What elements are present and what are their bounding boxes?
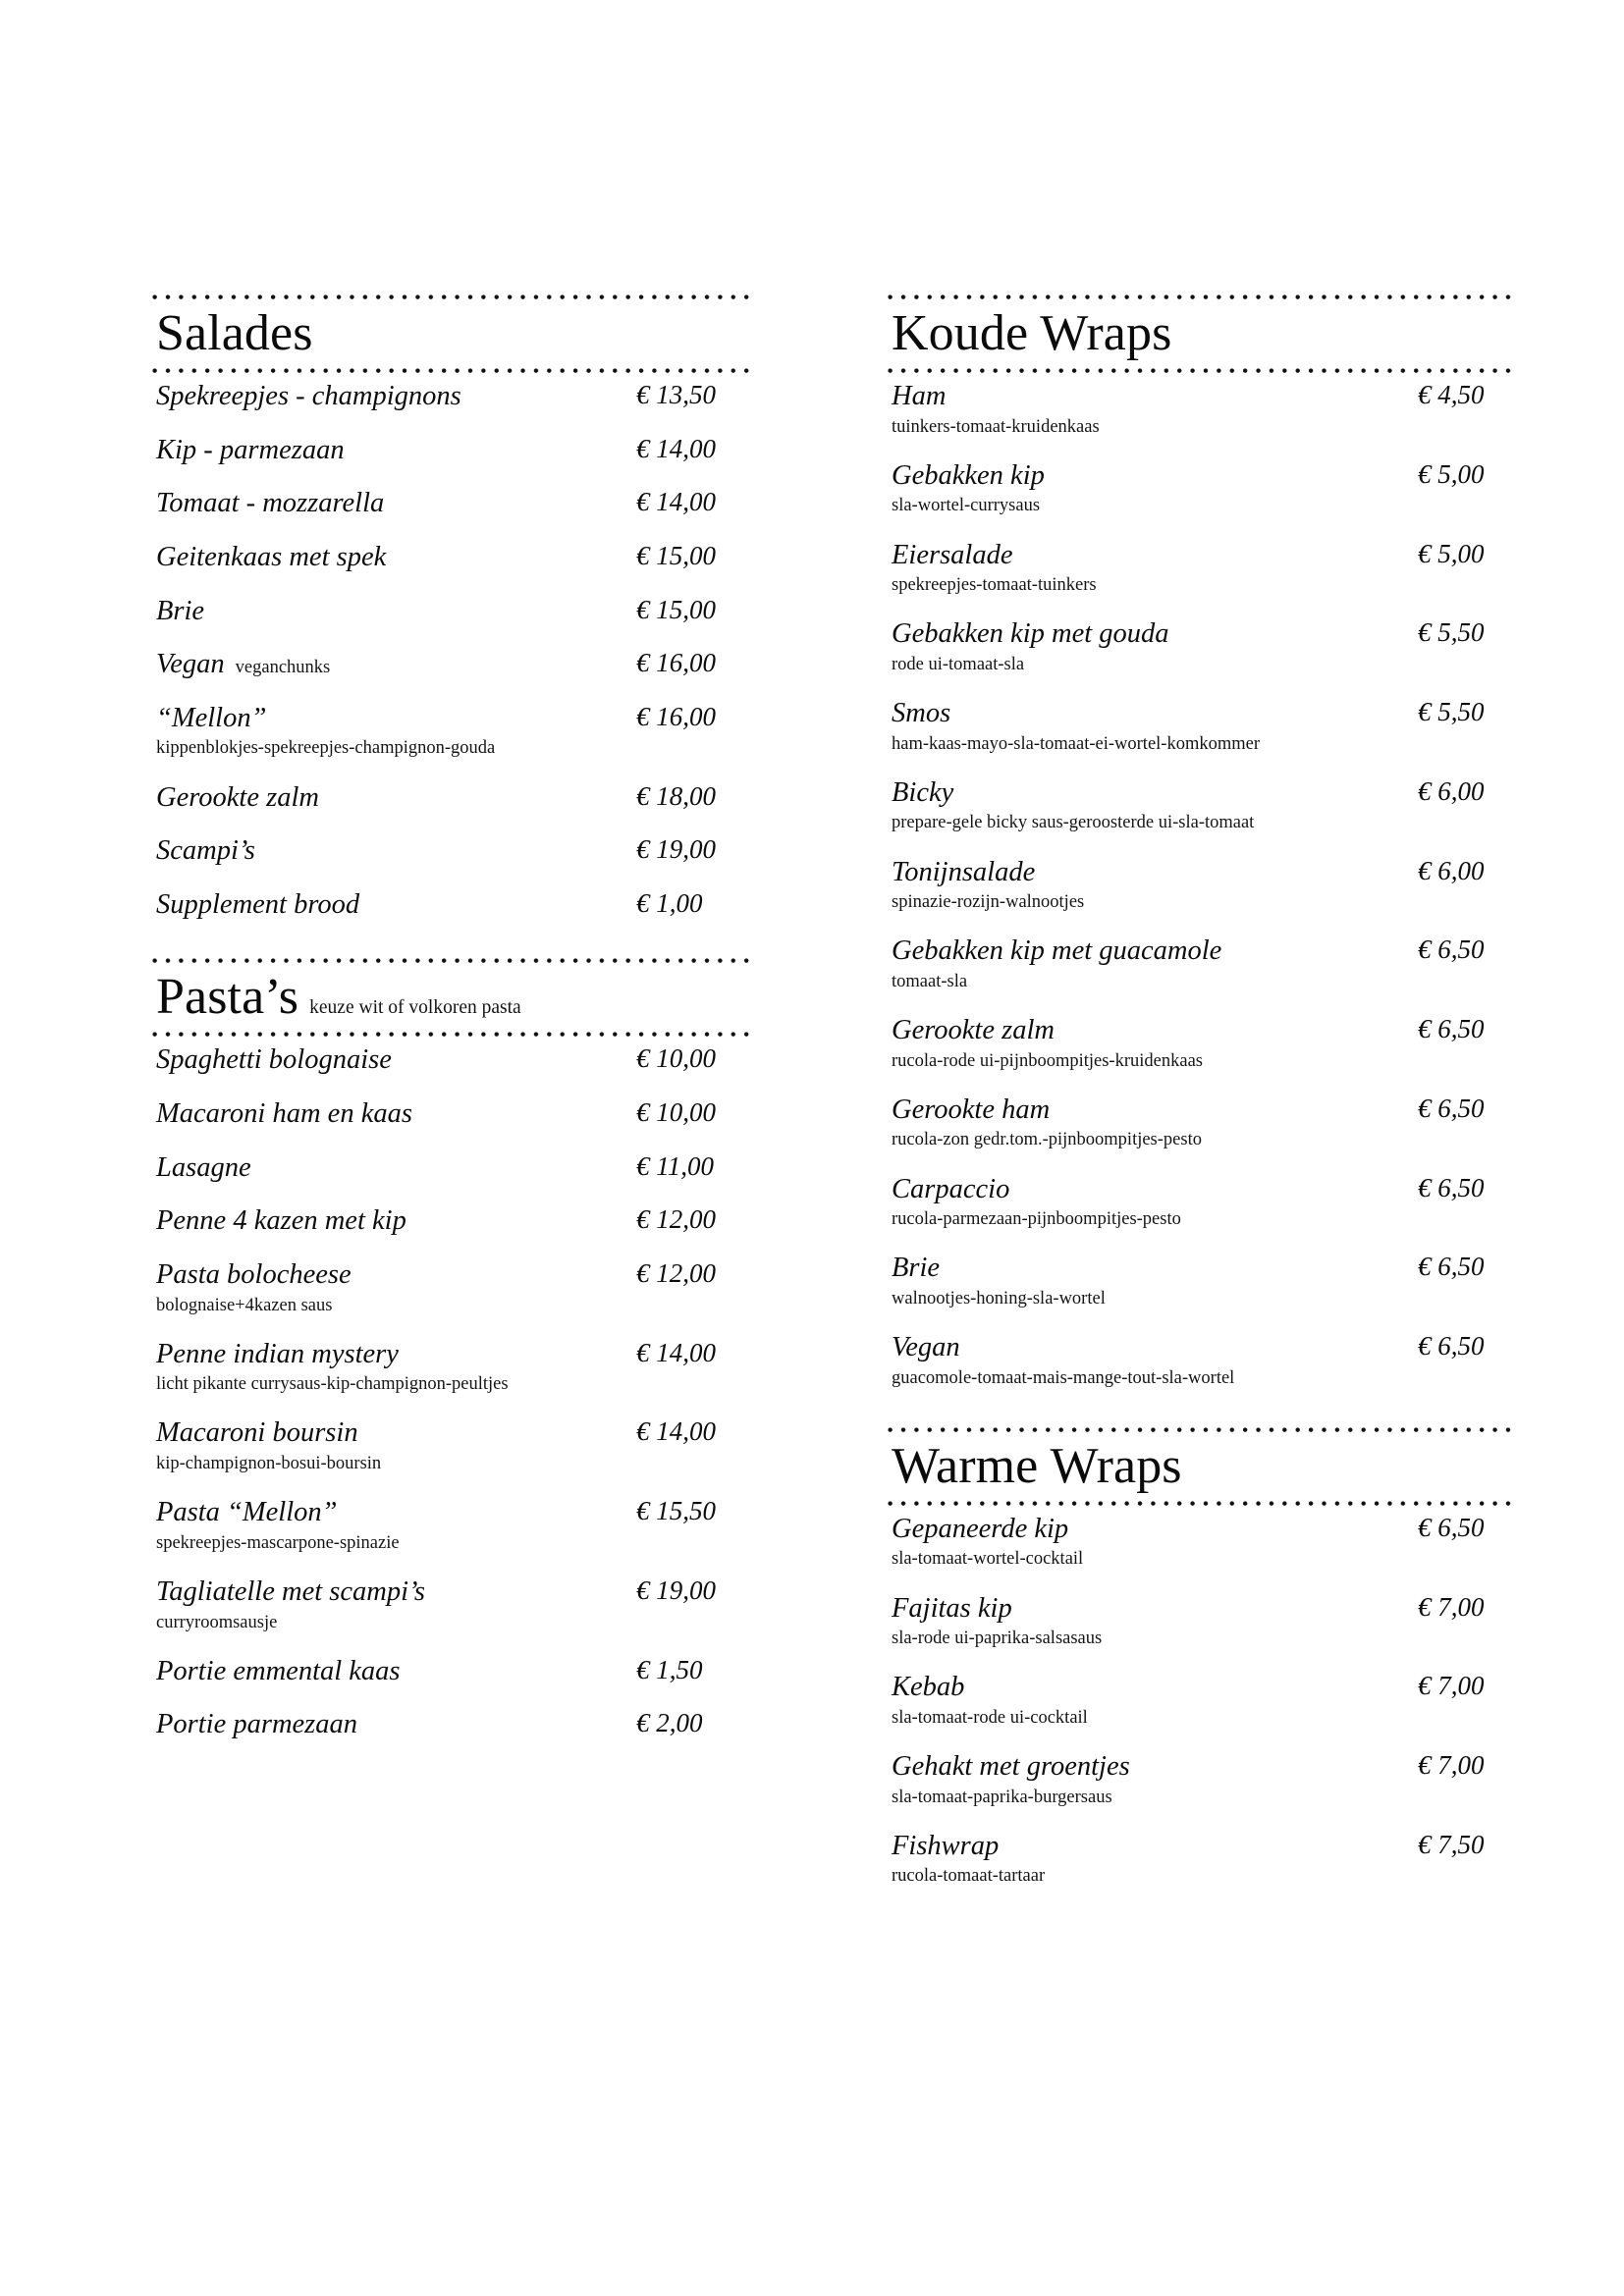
menu-item-main	[892, 1671, 1488, 1704]
menu-item	[152, 1655, 752, 1692]
menu-item	[152, 888, 752, 926]
menu-item	[152, 1496, 752, 1559]
menu-item-price: € 18,00	[636, 780, 716, 811]
menu-item	[152, 380, 752, 417]
menu-item-description: sla-wortel-currysaus	[892, 496, 1041, 516]
menu-item	[888, 1094, 1488, 1156]
menu-item-description: spekreepjes-mascarpone-spinazie	[156, 1532, 400, 1553]
menu-item-name: Kebab	[892, 1672, 965, 1703]
menu-item-price: € 6,50	[1418, 1331, 1485, 1361]
menu-item-price: € 16,00	[636, 648, 716, 678]
menu-item-price: € 16,00	[636, 701, 716, 731]
menu-item-description: sla-tomaat-paprika-burgersaus	[892, 1787, 1112, 1807]
section-title: Pasta’s	[156, 969, 299, 1026]
menu-item-main	[892, 1252, 1488, 1285]
menu-item-description: rucola-rode ui-pijnboompitjes-kruidenkaas	[892, 1050, 1203, 1071]
menu-item-description: spekreepjes-tomaat-tuinkers	[892, 575, 1097, 596]
menu-item-name: Macaroni boursin	[156, 1417, 358, 1449]
menu-item-name: Geitenkaas met spek	[156, 541, 387, 572]
menu-item-price: € 5,50	[1418, 617, 1485, 648]
menu-item	[888, 380, 1488, 443]
menu-item-name: Gebakken kip met gouda	[892, 618, 1169, 650]
menu-item-description: rucola-tomaat-tartaar	[892, 1866, 1046, 1887]
menu-item-description: kippenblokjes-spekreepjes-champignon-gouda	[156, 738, 496, 759]
menu-item	[888, 1750, 1488, 1813]
menu-item-description: bolognaise+4kazen saus	[156, 1295, 333, 1315]
menu-item-name: Penne indian mystery	[156, 1338, 399, 1369]
menu-item	[888, 856, 1488, 919]
menu-item-name: Tagliatelle met scampi’s	[156, 1575, 425, 1607]
menu-item-description: licht pikante currysaus-kip-champignon-peultjes	[156, 1374, 509, 1395]
menu-item-main	[892, 1830, 1488, 1863]
menu-item	[888, 1671, 1488, 1734]
section-heading	[152, 964, 752, 1032]
menu-item-name: Supplement brood	[156, 888, 360, 920]
menu-item-name: Gepaneerde kip	[892, 1513, 1069, 1544]
menu-item-name: Spekreepjes - champignons	[156, 381, 461, 411]
menu-item-main	[892, 856, 1488, 889]
menu-item-price: € 4,50	[1418, 380, 1485, 409]
menu-item-price: € 7,00	[1418, 1671, 1485, 1701]
section-heading	[888, 1433, 1488, 1501]
menu-item-list	[888, 1507, 1488, 1893]
menu-item-price: € 7,00	[1418, 1591, 1485, 1622]
menu-item-price: € 6,50	[1418, 1172, 1485, 1202]
menu-item-price: € 5,50	[1418, 697, 1485, 726]
menu-item-description: sla-rode ui-paprika-salsasaus	[892, 1629, 1103, 1649]
menu-item-price: € 19,00	[636, 834, 716, 865]
section-note: keuze wit of volkoren pasta	[309, 997, 521, 1019]
menu-item-description: tuinkers-tomaat-kruidenkaas	[892, 416, 1100, 437]
menu-item-description: rode ui-tomaat-sla	[892, 654, 1025, 674]
menu-item-price: € 12,00	[636, 1204, 716, 1235]
menu-item-price: € 10,00	[636, 1043, 716, 1074]
menu-item-price: € 15,50	[636, 1496, 716, 1526]
menu-item-inline-note: veganchunks	[235, 658, 331, 678]
menu-item	[888, 539, 1488, 602]
menu-item-description: sla-tomaat-wortel-cocktail	[892, 1549, 1084, 1570]
menu-item-price: € 2,00	[636, 1708, 703, 1738]
menu-item-name: Gerookte zalm	[892, 1015, 1055, 1045]
menu-section	[152, 958, 752, 1745]
menu-item-price: € 6,00	[1418, 775, 1485, 806]
menu-item-description: rucola-parmezaan-pijnboompitjes-pesto	[892, 1209, 1181, 1230]
menu-item-price: € 6,50	[1418, 1014, 1485, 1043]
menu-item-main	[892, 1513, 1488, 1546]
menu-item-price: € 14,00	[636, 487, 716, 517]
menu-item-name: Portie parmezaan	[156, 1709, 358, 1740]
menu-item	[152, 1151, 752, 1189]
menu-item	[152, 702, 752, 765]
menu-item-name: Gerookte zalm	[156, 781, 319, 813]
menu-item-name: Portie emmental kaas	[156, 1655, 401, 1686]
menu-item-name: Carpaccio	[892, 1173, 1010, 1204]
menu-item-name: Gebakken kip met guacamole	[892, 935, 1222, 967]
menu-item	[888, 1173, 1488, 1236]
menu-section	[888, 1427, 1488, 1893]
menu-item	[888, 1014, 1488, 1077]
menu-item-price: € 6,50	[1418, 934, 1485, 965]
menu-item-price: € 5,00	[1418, 538, 1485, 568]
menu-item-description: curryroomsausje	[156, 1612, 278, 1632]
section-heading	[152, 300, 752, 368]
menu-item-description: walnootjes-honing-sla-wortel	[892, 1288, 1106, 1308]
menu-item-name: Brie	[892, 1253, 941, 1284]
menu-item-price: € 14,00	[636, 1416, 716, 1447]
menu-item-price: € 14,00	[636, 433, 716, 463]
menu-item-main	[892, 1014, 1488, 1047]
menu-item-name: Fishwrap	[892, 1830, 1000, 1861]
menu-item-main	[892, 380, 1488, 413]
menu-columns	[152, 294, 1488, 1893]
menu-item-name: “Mellon”	[156, 702, 267, 733]
menu-item-name: Scampi’s	[156, 835, 255, 867]
menu-item	[152, 1097, 752, 1135]
menu-item-main	[892, 1592, 1488, 1626]
menu-item-name: Tonijnsalade	[892, 856, 1036, 887]
menu-item-description: sla-tomaat-rode ui-cocktail	[892, 1707, 1088, 1728]
menu-item-main	[892, 697, 1488, 730]
menu-item-price: € 15,00	[636, 540, 716, 570]
menu-item-price: € 14,00	[636, 1337, 716, 1367]
menu-item	[888, 934, 1488, 997]
menu-item-price: € 7,00	[1418, 1750, 1485, 1780]
menu-item-main	[892, 776, 1488, 810]
menu-item	[152, 648, 752, 685]
menu-item	[152, 781, 752, 819]
menu-item-price: € 6,00	[1418, 855, 1485, 885]
menu-item-name: Eiersalade	[892, 539, 1013, 570]
menu-item-name: Tomaat - mozzarella	[156, 488, 385, 519]
menu-item	[152, 1204, 752, 1242]
menu-item-name: Macaroni ham en kaas	[156, 1098, 412, 1129]
menu-section	[888, 294, 1488, 1394]
menu-item-description: tomaat-sla	[892, 971, 968, 991]
menu-item-description: kip-champignon-bosui-boursin	[156, 1454, 382, 1473]
menu-item-name: Smos	[892, 698, 951, 728]
menu-item	[152, 541, 752, 578]
menu-item-price: € 10,00	[636, 1097, 716, 1127]
menu-item-name: Penne 4 kazen met kip	[156, 1205, 406, 1237]
menu-item-price: € 15,00	[636, 594, 716, 624]
menu-item	[888, 1592, 1488, 1655]
menu-item-name: Gerookte ham	[892, 1094, 1051, 1125]
menu-item-price: € 6,50	[1418, 1512, 1485, 1542]
section-heading	[888, 300, 1488, 368]
menu-item-price: € 11,00	[636, 1150, 714, 1181]
menu-item-name: Lasagne	[156, 1151, 251, 1183]
menu-item	[152, 487, 752, 524]
menu-column-left	[152, 294, 752, 1893]
menu-item	[152, 595, 752, 632]
section-title: Salades	[156, 305, 313, 361]
menu-item-name: Pasta bolocheese	[156, 1258, 352, 1290]
menu-item	[888, 1830, 1488, 1893]
menu-item-price: € 1,50	[636, 1654, 703, 1684]
menu-item	[888, 776, 1488, 839]
menu-item-list	[888, 374, 1488, 1394]
section-title: Koude Wraps	[892, 305, 1172, 361]
menu-item-main	[892, 1331, 1488, 1364]
menu-item-main	[892, 934, 1488, 968]
menu-item-name: Gebakken kip	[892, 459, 1045, 491]
menu-item-name: Bicky	[892, 776, 954, 808]
menu-column-right	[888, 294, 1488, 1893]
menu-item-name: Spaghetti bolognaise	[156, 1044, 392, 1076]
menu-item-description: ham-kaas-mayo-sla-tomaat-ei-wortel-komkommer	[892, 733, 1260, 754]
menu-item	[152, 1575, 752, 1638]
menu-item	[888, 459, 1488, 522]
menu-item-name: Fajitas kip	[892, 1592, 1012, 1624]
menu-item	[888, 1513, 1488, 1575]
menu-item-main	[892, 1173, 1488, 1206]
menu-item-main	[892, 539, 1488, 572]
menu-item-name: Kip - parmezaan	[156, 434, 345, 465]
menu-item-name: Brie	[156, 595, 205, 626]
menu-item-name: Ham	[892, 381, 947, 411]
menu-item	[888, 1252, 1488, 1314]
menu-item	[152, 434, 752, 471]
menu-item	[152, 1043, 752, 1081]
menu-item-price: € 7,50	[1418, 1829, 1485, 1859]
menu-item-description: guacomole-tomaat-mais-mange-tout-sla-wortel	[892, 1367, 1235, 1388]
section-title: Warme Wraps	[892, 1437, 1182, 1494]
menu-item-price: € 6,50	[1418, 1093, 1485, 1123]
menu-item-price: € 13,50	[636, 380, 716, 409]
menu-item-main	[892, 1750, 1488, 1784]
menu-item-list	[152, 1038, 752, 1745]
menu-item-price: € 19,00	[636, 1575, 716, 1605]
menu-item-name: Vegan	[156, 649, 225, 680]
menu-item	[888, 1331, 1488, 1394]
menu-item	[152, 1258, 752, 1321]
menu-item-description: rucola-zon gedr.tom.-pijnboompitjes-pesto	[892, 1130, 1202, 1150]
menu-item-price: € 5,00	[1418, 458, 1485, 489]
menu-item	[888, 697, 1488, 760]
menu-item-main	[892, 617, 1488, 651]
menu-item-name: Pasta “Mellon”	[156, 1497, 338, 1528]
menu-item	[888, 617, 1488, 680]
menu-item-name: Vegan	[892, 1332, 960, 1362]
menu-item-main	[892, 1094, 1488, 1127]
menu-item-price: € 6,50	[1418, 1252, 1485, 1282]
menu-item-list	[152, 374, 752, 925]
menu-item	[152, 834, 752, 872]
menu-item-description: prepare-gele bicky saus-geroosterde ui-sla-tomaat	[892, 813, 1255, 833]
menu-item-main	[892, 459, 1488, 493]
menu-item	[152, 1416, 752, 1479]
menu-section	[152, 294, 752, 925]
menu-item	[152, 1708, 752, 1745]
menu-item-price: € 1,00	[636, 887, 703, 918]
menu-item	[152, 1338, 752, 1401]
menu-item-price: € 12,00	[636, 1257, 716, 1288]
menu-item-description: spinazie-rozijn-walnootjes	[892, 892, 1085, 913]
menu-item-name: Gehakt met groentjes	[892, 1751, 1130, 1782]
